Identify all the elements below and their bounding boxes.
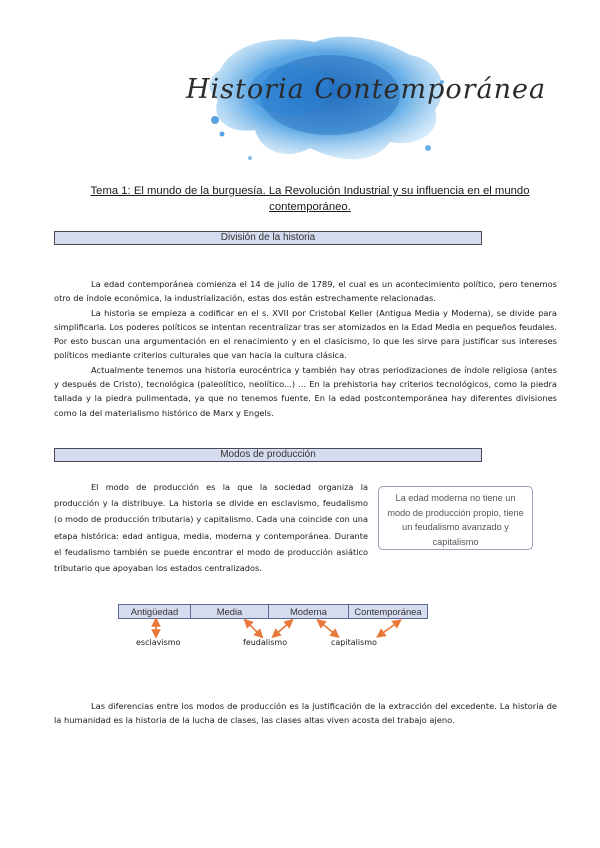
- mode-label: capitalismo: [331, 638, 377, 647]
- timeline-period: Moderna: [269, 605, 349, 618]
- arrow-capitalismo-right: [380, 622, 398, 635]
- section-heading-modos: Modos de producción: [54, 448, 482, 462]
- closing-body: [54, 699, 557, 728]
- paragraph: El modo de producción es la que la sociedad organiza la producción y la distribuye. La historia se divide en esclavismo, feudalismo (o modo de producción tributaria) y capitalismo. Cada una coincide con una etapa histórica: edad antigua, media, moderna y contemporánea. Durante el feudalismo también se puede encontrar el modo de producción asiático tributario que apoyaban los estados centralizados.: [54, 482, 368, 574]
- division-body: [54, 277, 557, 420]
- script-title: Historia Contemporánea: [186, 74, 547, 105]
- watercolor-splash-illustration: [180, 30, 547, 180]
- paragraph: La edad contemporánea comienza el 14 de julio de 1789, el cual es un acontecimiento político, pero tenemos otro de índole económica, la industrialización, estas dos están estrechamente relacionadas.: [54, 279, 557, 304]
- timeline-period: Contemporánea: [354, 606, 422, 617]
- modos-body: [54, 479, 368, 576]
- section-heading-division: División de la historia: [54, 231, 482, 245]
- paragraph: Actualmente tenemos una historia eurocéntrica y también hay otras periodizaciones de índole religiosa (antes y después de Cristo), tecnológica (paleolítico, neolítico...) ... En la prehistoria hay criterios tecnológicos, como la piedra tallada y la piedra pulimentada, ya que no tenemos fuente. En la edad postcontemporánea hay diferentes divisiones como la del materialismo histórico de Marx y Engels.: [54, 364, 557, 418]
- timeline-period: Media: [191, 605, 269, 618]
- note-callout: La edad moderna no tiene un modo de producción propio, tiene un feudalismo avanzado y capitalismo: [378, 486, 533, 550]
- mode-label: feudalismo: [243, 638, 288, 647]
- topic-title: Tema 1: El mundo de la burguesía. La Revolución Industrial y su influencia en el mundo contemporáneo.: [90, 185, 530, 213]
- paragraph: La historia se empieza a codificar en el s. XVII por Cristobal Keller (Antigua Media y Moderna), se divide para simplificarla. Los poderes políticos se intentan recentralizar tras ser atomizados en la Edad Media en pequeños feudales. Por esto buscan una argumentación en el renacimiento y en el clasicismo, lo que les sirve para justificar sus intereses políticos mediante criterios culturales que van hacia la cultura clásica.: [54, 307, 557, 361]
- arrow-feudalismo-right: [275, 622, 290, 635]
- periods-timeline: [118, 604, 428, 619]
- mode-label: esclavismo: [136, 638, 181, 647]
- arrow-capitalismo-left: [320, 622, 336, 635]
- paragraph: Las diferencias entre los modos de producción es la justificación de la extracción del excedente. La historia de la humanidad es la historia de la lucha de clases, las clases altas viven acosta del trabajo ajeno.: [54, 701, 557, 726]
- timeline-period: Antigüedad: [119, 605, 191, 618]
- arrow-feudalismo-left: [247, 622, 260, 635]
